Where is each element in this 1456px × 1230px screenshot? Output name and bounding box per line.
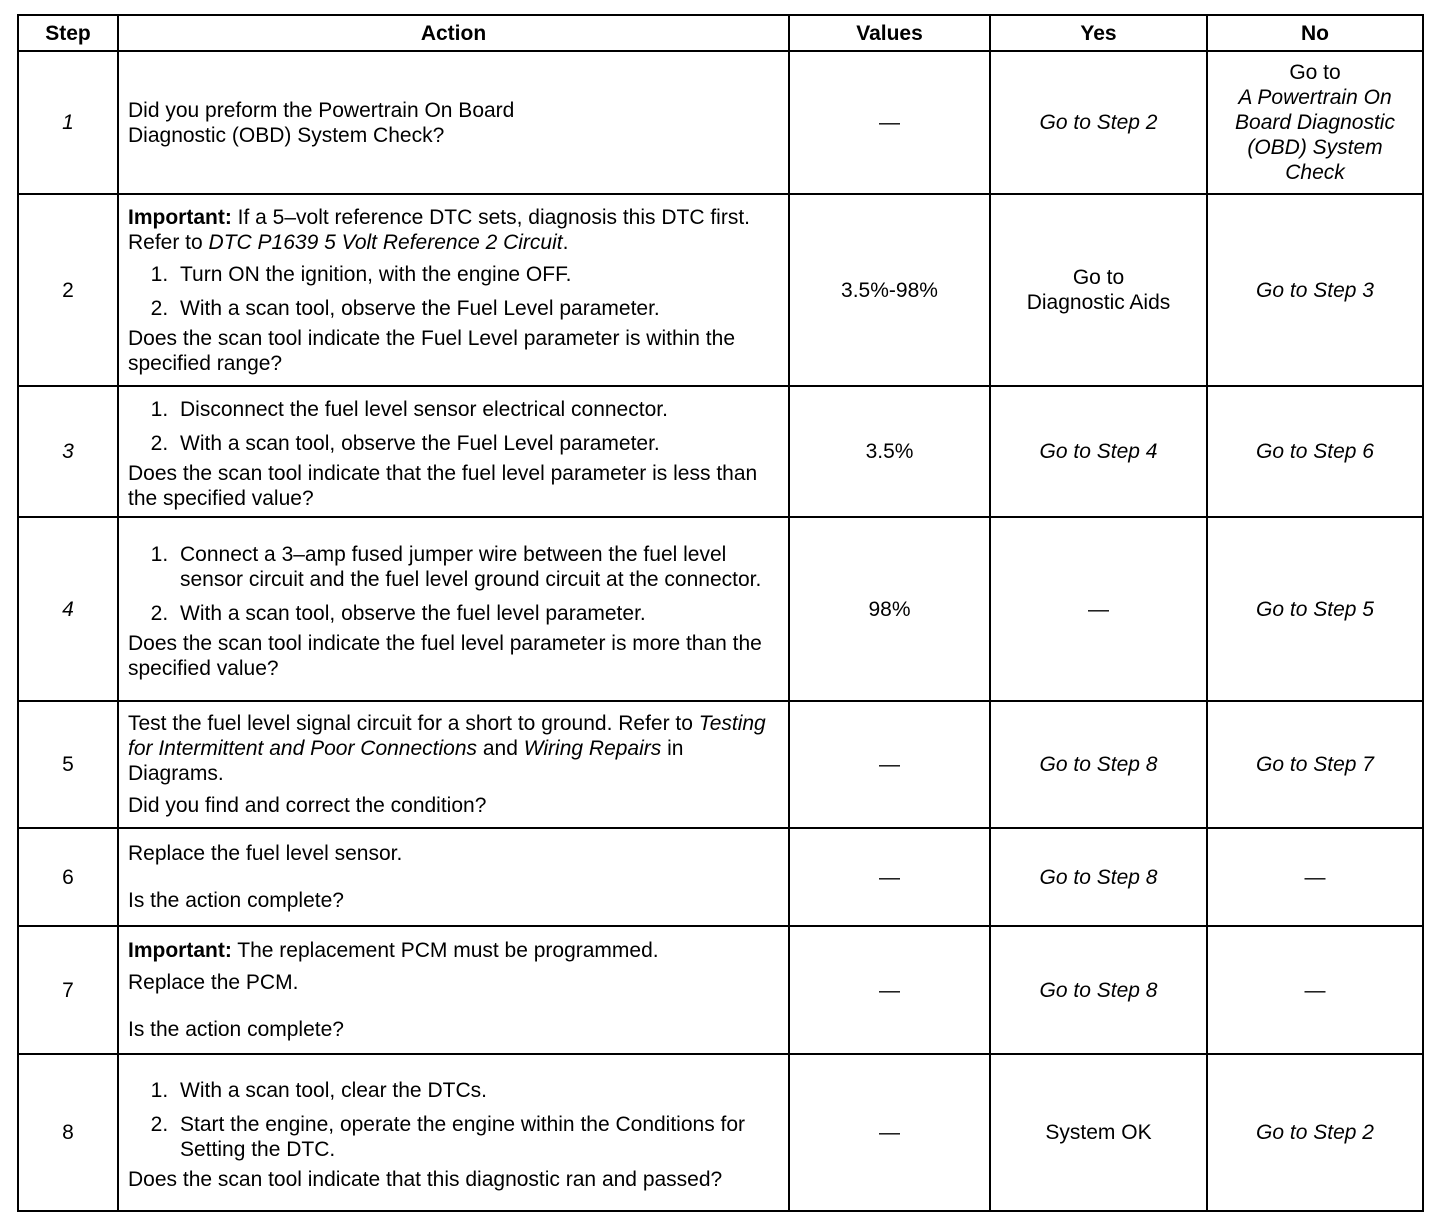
yes-cell: Go to Step 8	[990, 701, 1207, 828]
table-row	[18, 194, 1423, 386]
action-step-item: 1. Connect a 3–amp fused jumper wire between the fuel level sensor circuit and the fuel level ground circuit at the connector.	[174, 542, 779, 592]
yes-cell: Go to Step 8	[990, 926, 1207, 1054]
important-note	[128, 205, 779, 255]
action-cell	[118, 701, 789, 828]
action-step-item: 2. Start the engine, operate the engine within the Conditions for Setting the DTC.	[174, 1112, 779, 1162]
action-step-item: 1. Turn ON the ignition, with the engine OFF.	[174, 262, 779, 287]
yes-cell: —	[990, 517, 1207, 701]
action-steps	[128, 397, 779, 456]
action-question: Does the scan tool indicate the Fuel Level parameter is within the specified range?	[128, 326, 736, 375]
step-number: 7	[18, 926, 118, 1054]
yes-cell: Go to Step 2	[990, 51, 1207, 194]
important-text: If a 5–volt reference DTC sets, diagnosis this DTC first. Refer to	[128, 205, 751, 254]
value-cell: —	[789, 51, 990, 194]
action-text-part: Test the fuel level signal circuit for a short to ground. Refer to	[128, 712, 699, 735]
action-question: Does the scan tool indicate the fuel level parameter is more than the specified value?	[128, 631, 762, 680]
yes-reference: Diagnostic Aids	[1026, 291, 1171, 314]
action-question: Does the scan tool indicate that the fuel level parameter is less than the specified value?	[128, 461, 758, 510]
step-number: 6	[18, 828, 118, 926]
action-cell	[118, 51, 789, 194]
important-label: Important:	[128, 939, 232, 962]
important-label: Important:	[128, 205, 232, 229]
header-values: Values	[789, 15, 990, 51]
action-cell	[118, 517, 789, 701]
no-cell: Go to Step 5	[1207, 517, 1423, 701]
yes-cell: Go to Step 8	[990, 828, 1207, 926]
value-cell: 3.5%	[789, 386, 990, 517]
action-cell	[118, 1054, 789, 1211]
action-step-item: 2. With a scan tool, observe the Fuel Level parameter.	[174, 431, 779, 456]
table-row	[18, 926, 1423, 1054]
action-step-item: 1. With a scan tool, clear the DTCs.	[174, 1078, 779, 1103]
no-cell	[1207, 51, 1423, 194]
no-cell: —	[1207, 828, 1423, 926]
reference-intermittent: Testing for Intermittent and Poor Connections	[128, 712, 766, 760]
table-row	[18, 386, 1423, 517]
action-step-item: 2. With a scan tool, observe the fuel level parameter.	[174, 601, 779, 626]
action-question: Is the action complete?	[128, 889, 344, 912]
table-row	[18, 51, 1423, 194]
action-text-part: and	[477, 737, 524, 760]
value-cell: —	[789, 926, 990, 1054]
header-step: Step	[18, 15, 118, 51]
important-end: .	[562, 230, 569, 254]
action-steps	[128, 262, 779, 321]
value-cell: —	[789, 828, 990, 926]
no-cell: Go to Step 3	[1207, 194, 1423, 386]
step-number: 5	[18, 701, 118, 828]
action-text-part: in Diagrams.	[128, 737, 684, 785]
action-question: Does the scan tool indicate that this diagnostic ran and passed?	[128, 1167, 723, 1191]
yes-cell	[990, 194, 1207, 386]
no-cell: —	[1207, 926, 1423, 1054]
action-cell	[118, 194, 789, 386]
value-cell: —	[789, 1054, 990, 1211]
no-cell: Go to Step 2	[1207, 1054, 1423, 1211]
header-yes: Yes	[990, 15, 1207, 51]
action-step-item: 2. With a scan tool, observe the Fuel Level parameter.	[174, 296, 779, 321]
action-steps	[128, 542, 779, 626]
table-row	[18, 1054, 1423, 1211]
step-number: 3	[18, 386, 118, 517]
spacer	[128, 866, 779, 888]
step-number: 8	[18, 1054, 118, 1211]
action-step-item: 1. Disconnect the fuel level sensor electrical connector.	[174, 397, 779, 422]
important-note	[128, 938, 779, 963]
action-text: Did you preform the Powertrain On Board Diagnostic (OBD) System Check?	[128, 98, 515, 147]
action-question: Did you find and correct the condition?	[128, 794, 487, 817]
important-reference: DTC P1639 5 Volt Reference 2 Circuit	[208, 230, 563, 254]
value-cell: 98%	[789, 517, 990, 701]
reference-wiring: Wiring Repairs	[523, 737, 662, 760]
no-cell: Go to Step 7	[1207, 701, 1423, 828]
header-no: No	[1207, 15, 1423, 51]
action-question: Is the action complete?	[128, 1018, 344, 1041]
no-goto-label: Go to	[1289, 61, 1341, 84]
important-text: The replacement PCM must be programmed.	[231, 939, 659, 962]
table-row	[18, 517, 1423, 701]
action-text: Replace the PCM.	[128, 971, 299, 994]
action-cell	[118, 386, 789, 517]
table-row	[18, 828, 1423, 926]
yes-cell: System OK	[990, 1054, 1207, 1211]
header-row	[18, 15, 1423, 51]
step-number: 2	[18, 194, 118, 386]
action-text	[128, 711, 779, 786]
value-cell: —	[789, 701, 990, 828]
header-action: Action	[118, 15, 789, 51]
value-cell: 3.5%-98%	[789, 194, 990, 386]
action-text: Replace the fuel level sensor.	[128, 842, 403, 865]
yes-cell: Go to Step 4	[990, 386, 1207, 517]
yes-goto-label: Go to	[1072, 266, 1125, 289]
no-reference: A Powertrain On Board Diagnostic (OBD) System Check	[1235, 86, 1395, 184]
no-cell: Go to Step 6	[1207, 386, 1423, 517]
diagnostic-table	[17, 14, 1424, 1212]
step-number: 4	[18, 517, 118, 701]
spacer	[128, 995, 779, 1017]
action-cell	[118, 828, 789, 926]
step-number: 1	[18, 51, 118, 194]
table-row	[18, 701, 1423, 828]
action-cell	[118, 926, 789, 1054]
action-steps	[128, 1078, 779, 1162]
